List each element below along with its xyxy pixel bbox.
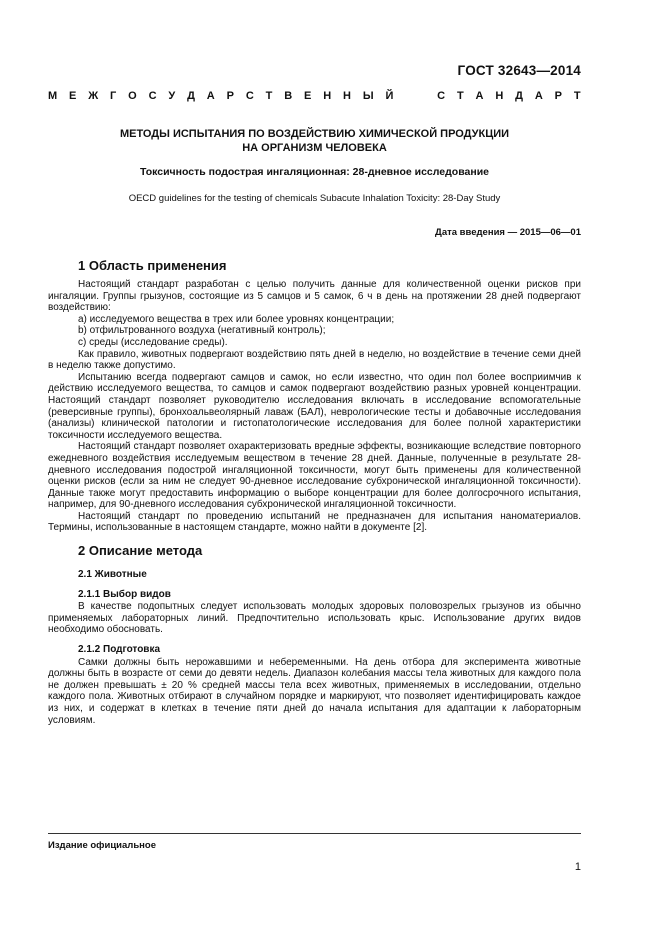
heading-letter: Е — [69, 90, 77, 102]
footer-divider — [48, 833, 581, 834]
standard-type-heading — [48, 90, 581, 102]
heading-letter: Ж — [88, 90, 99, 102]
heading-letter: С — [245, 90, 254, 102]
section-2-heading: 2 Описание метода — [78, 543, 203, 559]
page-number: 1 — [574, 861, 581, 873]
paragraph: Настоящий стандарт разработан с целью получить данные для количественной оценки рисков при ингаляции. Группы грызунов, состоящие из 5 самцов и 5 самок, 6 ч в день на протяжении 28 дней подвергают воздействию: — [48, 279, 581, 314]
document-subtitle: Токсичность подострая ингаляционная: 28-дневное исследование — [139, 166, 490, 178]
list-item: b) отфильтрованного воздуха (негативный контроль); — [78, 325, 326, 337]
heading-letter: М — [48, 90, 58, 102]
heading-letter: В — [284, 90, 293, 102]
title-line-1: МЕТОДЫ ИСПЫТАНИЯ ПО ВОЗДЕЙСТВИЮ ХИМИЧЕСКОЙ ПРОДУКЦИИ — [119, 128, 510, 140]
paragraph: Настоящий стандарт позволяет охарактеризовать вредные эффекты, возникающие вследствие повторного ежедневного воздействия исследуемым веществом в течение 28 дней. Данные, полученные в результате 28-дневного исследования подострой ингаляционной токсичности, могут быть применены для количественной оценки рисков (если за ним не следует 90-дневное исследование субхронической ингаляционной токсичности). Данные также могут предоставить информацию о выборе концентрации для более долгосрочного испытания, например, для 90-дневного исследования субхронической ингаляционной токсичности. — [48, 441, 581, 511]
document-body — [48, 258, 581, 726]
english-title: OECD guidelines for the testing of chemicals Subacute Inhalation Toxicity: 28-Day Study — [128, 193, 501, 204]
paragraph: Как правило, животных подвергают воздействию пять дней в неделю, но воздействие в течение семи дней в неделю также допустимо. — [48, 348, 581, 372]
heading-letter: Р — [554, 90, 563, 102]
heading-letter: А — [475, 90, 484, 102]
paragraph: Самки должны быть нерожавшими и небеременными. На день отбора для эксперимента животные должны быть в возрасте от семи до девяти недель. Диапазон колебания массы тела животных для каждого пола не должен превышать ± 20 % средней массы тела всех животных, применяемых в исследовании, отдельно каждого пола. Животных отбирают в случайном порядке и маркируют, что позволяет идентифицировать каждое из них, и содержат в клетках в течение пяти дней до начала испытания для адаптации к лабораторным условиям. — [48, 656, 581, 726]
heading-letter: Н — [343, 90, 351, 102]
paragraph: В качестве подопытных следует использовать молодых здоровых половозрелых грызунов из обычно применяемых лабораторных линий. Предпочтительно использовать крыс. Использование других видов необходимо обосновать. — [48, 601, 581, 636]
subsection-2-1-2-heading: 2.1.2 Подготовка — [78, 644, 161, 656]
heading-letter: Т — [265, 90, 273, 102]
heading-letter: Й — [385, 90, 394, 102]
heading-letter: Ы — [362, 90, 374, 102]
section-1-heading: 1 Область применения — [78, 258, 227, 273]
heading-letter: С — [148, 90, 157, 102]
heading-letter: А — [534, 90, 543, 102]
paragraph: Настоящий стандарт по проведению испытаний не предназначен для испытания наноматериалов. Термины, использованные в настоящем стандарте, можно найти в документе [2]. — [48, 510, 581, 534]
heading-letter: Е — [304, 90, 312, 102]
heading-letter: А — [206, 90, 215, 102]
introduction-date: Дата введения — 2015—06—01 — [435, 227, 581, 238]
standard-number: ГОСТ 32643—2014 — [457, 63, 581, 78]
heading-letter: Д — [515, 90, 523, 102]
subsection-2-1-1-heading: 2.1.1 Выбор видов — [78, 588, 171, 600]
paragraph: Испытанию всегда подвергают самцов и самок, но если известно, что один пол более восприимчив к действию исследуемого вещества, то самцов и самок подвергают воздействию разных уровней концентрации. Настоящий стандарт позволяет руководителю исследования включать в исследование вспомогательные (реверсивные группы), бронхоальвеолярный лаваж (БАЛ), неврологические тесты и добавочные исследования (анализы) клинической патологии и гистопатологические исследования для более полной характеристики токсичности исследуемого вещества. — [48, 371, 581, 441]
subsection-2-1-heading: 2.1 Животные — [78, 569, 147, 581]
title-line-2: НА ОРГАНИЗМ ЧЕЛОВЕКА — [242, 142, 387, 154]
heading-letter: С — [437, 90, 446, 102]
heading-letter: Т — [573, 90, 581, 102]
heading-letter: Н — [323, 90, 332, 102]
heading-letter: Р — [226, 90, 234, 102]
heading-letter: Д — [187, 90, 195, 102]
heading-letter: Н — [495, 90, 504, 102]
heading-letter: О — [128, 90, 137, 102]
heading-letter: Т — [456, 90, 464, 102]
official-edition-label: Издание официальное — [48, 840, 156, 851]
heading-letter: У — [168, 90, 176, 102]
heading-letter: Г — [110, 90, 117, 102]
list-item: c) среды (исследование среды). — [78, 336, 228, 348]
list-item: а) исследуемого вещества в трех или более уровнях концентрации; — [78, 313, 395, 325]
word-gap — [405, 90, 425, 102]
document-title — [48, 127, 581, 155]
